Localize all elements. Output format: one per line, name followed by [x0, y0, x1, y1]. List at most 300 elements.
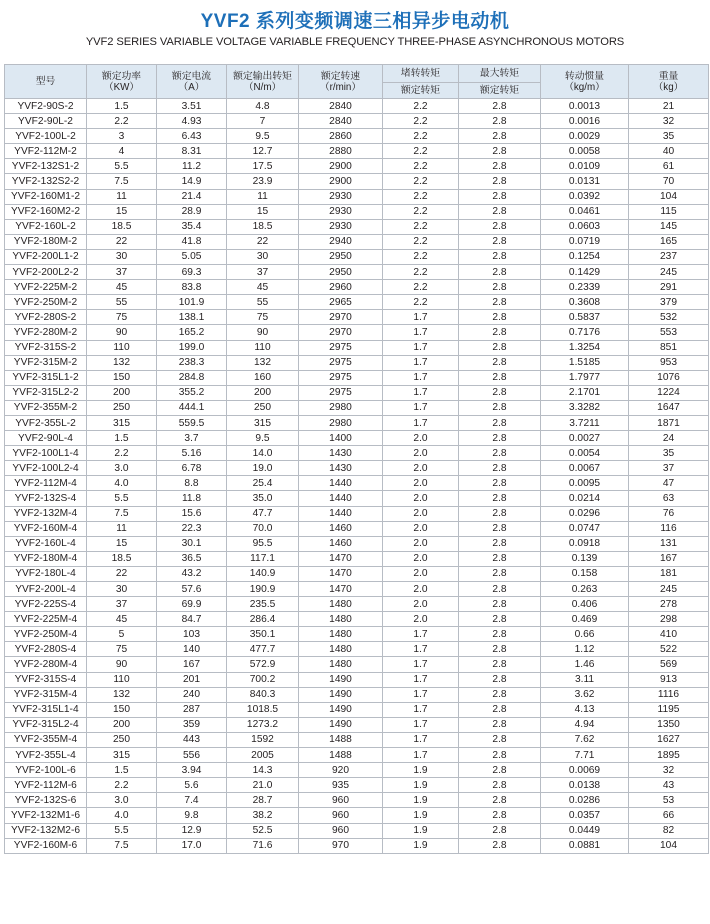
cell-model: YVF2-225M-2 — [5, 280, 87, 295]
cell-weight: 553 — [629, 325, 709, 340]
cell-max-torque: 2.8 — [459, 597, 541, 612]
cell-power: 200 — [87, 717, 157, 732]
cell-inertia: 1.5185 — [541, 355, 629, 370]
cell-max-torque: 2.8 — [459, 204, 541, 219]
cell-max-torque: 2.8 — [459, 99, 541, 114]
cell-model: YVF2-280S-2 — [5, 310, 87, 325]
cell-inertia: 0.1254 — [541, 249, 629, 264]
cell-power: 150 — [87, 702, 157, 717]
cell-speed: 1480 — [299, 642, 383, 657]
cell-locked-torque: 1.7 — [383, 717, 459, 732]
cell-locked-torque: 2.0 — [383, 551, 459, 566]
table-row — [5, 385, 709, 400]
cell-locked-torque: 2.0 — [383, 506, 459, 521]
cell-power: 1.5 — [87, 763, 157, 778]
cell-speed: 1460 — [299, 536, 383, 551]
cell-current: 559.5 — [157, 415, 227, 430]
cell-locked-torque: 2.0 — [383, 461, 459, 476]
cell-speed: 1480 — [299, 612, 383, 627]
header-max-torque — [459, 65, 541, 83]
cell-speed: 2975 — [299, 370, 383, 385]
cell-model: YVF2-132S-4 — [5, 491, 87, 506]
cell-max-torque: 2.8 — [459, 265, 541, 280]
cell-power: 4.0 — [87, 808, 157, 823]
cell-torque: 477.7 — [227, 642, 299, 657]
cell-locked-torque: 1.7 — [383, 748, 459, 763]
cell-torque: 1592 — [227, 732, 299, 747]
cell-speed: 2970 — [299, 310, 383, 325]
table-row — [5, 521, 709, 536]
cell-current: 5.05 — [157, 249, 227, 264]
cell-max-torque: 2.8 — [459, 536, 541, 551]
cell-model: YVF2-250M-4 — [5, 627, 87, 642]
cell-speed: 1480 — [299, 657, 383, 672]
cell-locked-torque: 2.2 — [383, 280, 459, 295]
cell-speed: 1440 — [299, 476, 383, 491]
cell-power: 11 — [87, 189, 157, 204]
cell-locked-torque: 2.0 — [383, 612, 459, 627]
cell-torque: 1018.5 — [227, 702, 299, 717]
cell-locked-torque: 2.0 — [383, 521, 459, 536]
table-row — [5, 808, 709, 823]
cell-locked-torque: 1.7 — [383, 370, 459, 385]
cell-weight: 1224 — [629, 385, 709, 400]
table-row — [5, 687, 709, 702]
cell-locked-torque: 2.2 — [383, 249, 459, 264]
cell-inertia: 0.0069 — [541, 763, 629, 778]
cell-current: 6.43 — [157, 129, 227, 144]
table-row — [5, 325, 709, 340]
cell-max-torque: 2.8 — [459, 793, 541, 808]
header-speed-label: 额定转速 — [320, 70, 361, 82]
cell-torque: 160 — [227, 370, 299, 385]
cell-model: YVF2-280M-2 — [5, 325, 87, 340]
header-current-label: 额定电流 — [171, 70, 212, 82]
cell-power: 3.0 — [87, 793, 157, 808]
cell-current: 3.7 — [157, 431, 227, 446]
cell-weight: 66 — [629, 808, 709, 823]
cell-inertia: 1.3254 — [541, 340, 629, 355]
cell-weight: 43 — [629, 778, 709, 793]
cell-weight: 298 — [629, 612, 709, 627]
table-row — [5, 551, 709, 566]
cell-torque: 21.0 — [227, 778, 299, 793]
cell-inertia: 0.2339 — [541, 280, 629, 295]
cell-weight: 32 — [629, 763, 709, 778]
table-row — [5, 717, 709, 732]
cell-power: 110 — [87, 340, 157, 355]
header-max-sub-label: 额定转矩 — [479, 85, 520, 96]
cell-weight: 21 — [629, 99, 709, 114]
cell-weight: 1116 — [629, 687, 709, 702]
cell-inertia: 0.0095 — [541, 476, 629, 491]
cell-max-torque: 2.8 — [459, 687, 541, 702]
cell-speed: 2840 — [299, 114, 383, 129]
header-locked-torque — [383, 65, 459, 83]
cell-max-torque: 2.8 — [459, 506, 541, 521]
cell-power: 2.2 — [87, 778, 157, 793]
cell-power: 3 — [87, 129, 157, 144]
cell-power: 1.5 — [87, 431, 157, 446]
cell-model: YVF2-315S-2 — [5, 340, 87, 355]
table-body — [5, 99, 709, 854]
cell-torque: 4.8 — [227, 99, 299, 114]
cell-locked-torque: 2.2 — [383, 204, 459, 219]
cell-speed: 1490 — [299, 687, 383, 702]
cell-speed: 1440 — [299, 506, 383, 521]
cell-weight: 291 — [629, 280, 709, 295]
cell-inertia: 0.0214 — [541, 491, 629, 506]
cell-weight: 37 — [629, 461, 709, 476]
cell-model: YVF2-200L1-2 — [5, 249, 87, 264]
cell-current: 138.1 — [157, 310, 227, 325]
cell-torque: 190.9 — [227, 582, 299, 597]
cell-model: YVF2-132S2-2 — [5, 174, 87, 189]
cell-current: 43.2 — [157, 566, 227, 581]
cell-weight: 47 — [629, 476, 709, 491]
cell-power: 11 — [87, 521, 157, 536]
cell-weight: 851 — [629, 340, 709, 355]
page-subtitle: YVF2 SERIES VARIABLE VOLTAGE VARIABLE FREQUENCY THREE-PHASE ASYNCHRONOUS MOTORS — [85, 36, 625, 48]
cell-weight: 24 — [629, 431, 709, 446]
cell-model: YVF2-315M-4 — [5, 687, 87, 702]
cell-torque: 286.4 — [227, 612, 299, 627]
cell-speed: 2960 — [299, 280, 383, 295]
cell-inertia: 0.0603 — [541, 219, 629, 234]
cell-max-torque: 2.8 — [459, 521, 541, 536]
cell-weight: 61 — [629, 159, 709, 174]
cell-model: YVF2-280M-4 — [5, 657, 87, 672]
table-row — [5, 612, 709, 627]
cell-locked-torque: 1.7 — [383, 642, 459, 657]
cell-weight: 32 — [629, 114, 709, 129]
cell-locked-torque: 2.0 — [383, 597, 459, 612]
cell-inertia: 7.71 — [541, 748, 629, 763]
cell-speed: 2975 — [299, 355, 383, 370]
cell-locked-torque: 2.2 — [383, 159, 459, 174]
cell-inertia: 2.1701 — [541, 385, 629, 400]
cell-model: YVF2-90S-2 — [5, 99, 87, 114]
cell-weight: 410 — [629, 627, 709, 642]
table-row — [5, 763, 709, 778]
cell-current: 28.9 — [157, 204, 227, 219]
cell-current: 22.3 — [157, 521, 227, 536]
cell-model: YVF2-225M-4 — [5, 612, 87, 627]
cell-torque: 38.2 — [227, 808, 299, 823]
cell-current: 9.8 — [157, 808, 227, 823]
cell-locked-torque: 1.9 — [383, 793, 459, 808]
cell-current: 140 — [157, 642, 227, 657]
cell-power: 15 — [87, 204, 157, 219]
cell-torque: 1273.2 — [227, 717, 299, 732]
header-speed — [299, 65, 383, 99]
cell-weight: 35 — [629, 129, 709, 144]
cell-inertia: 0.469 — [541, 612, 629, 627]
cell-speed: 1480 — [299, 597, 383, 612]
cell-weight: 104 — [629, 189, 709, 204]
cell-locked-torque: 1.7 — [383, 340, 459, 355]
table-row — [5, 566, 709, 581]
cell-max-torque: 2.8 — [459, 566, 541, 581]
cell-power: 250 — [87, 732, 157, 747]
table-row — [5, 370, 709, 385]
cell-inertia: 0.406 — [541, 597, 629, 612]
cell-weight: 82 — [629, 823, 709, 838]
header-power-unit: （KW） — [103, 81, 140, 93]
cell-model: YVF2-132M1-6 — [5, 808, 87, 823]
cell-model: YVF2-90L-4 — [5, 431, 87, 446]
cell-torque: 11 — [227, 189, 299, 204]
cell-current: 35.4 — [157, 219, 227, 234]
cell-locked-torque: 1.7 — [383, 687, 459, 702]
cell-torque: 7 — [227, 114, 299, 129]
cell-torque: 250 — [227, 400, 299, 415]
cell-torque: 25.4 — [227, 476, 299, 491]
cell-model: YVF2-200L2-2 — [5, 265, 87, 280]
cell-current: 5.6 — [157, 778, 227, 793]
cell-locked-torque: 1.9 — [383, 763, 459, 778]
cell-model: YVF2-112M-4 — [5, 476, 87, 491]
table-row — [5, 355, 709, 370]
cell-max-torque: 2.8 — [459, 431, 541, 446]
cell-model: YVF2-132S1-2 — [5, 159, 87, 174]
table-row — [5, 823, 709, 838]
header-locked-sub-label: 额定转矩 — [400, 85, 441, 96]
cell-inertia: 0.0719 — [541, 234, 629, 249]
cell-inertia: 0.0027 — [541, 431, 629, 446]
cell-speed: 960 — [299, 808, 383, 823]
table-row — [5, 249, 709, 264]
cell-current: 41.8 — [157, 234, 227, 249]
cell-power: 30 — [87, 249, 157, 264]
cell-torque: 35.0 — [227, 491, 299, 506]
cell-power: 18.5 — [87, 551, 157, 566]
cell-weight: 165 — [629, 234, 709, 249]
cell-power: 250 — [87, 400, 157, 415]
cell-model: YVF2-315M-2 — [5, 355, 87, 370]
cell-current: 238.3 — [157, 355, 227, 370]
cell-torque: 19.0 — [227, 461, 299, 476]
cell-inertia: 0.0449 — [541, 823, 629, 838]
header-torque — [227, 65, 299, 99]
cell-locked-torque: 2.2 — [383, 234, 459, 249]
cell-model: YVF2-315L1-4 — [5, 702, 87, 717]
cell-current: 84.7 — [157, 612, 227, 627]
cell-weight: 245 — [629, 265, 709, 280]
cell-model: YVF2-160M-4 — [5, 521, 87, 536]
cell-torque: 70.0 — [227, 521, 299, 536]
cell-torque: 572.9 — [227, 657, 299, 672]
cell-inertia: 3.62 — [541, 687, 629, 702]
header-power-label: 额定功率 — [101, 70, 142, 82]
cell-inertia: 0.0286 — [541, 793, 629, 808]
cell-inertia: 0.0013 — [541, 99, 629, 114]
header-current — [157, 65, 227, 99]
cell-current: 287 — [157, 702, 227, 717]
cell-weight: 1627 — [629, 732, 709, 747]
cell-weight: 35 — [629, 446, 709, 461]
cell-current: 284.8 — [157, 370, 227, 385]
cell-current: 36.5 — [157, 551, 227, 566]
cell-current: 8.8 — [157, 476, 227, 491]
cell-speed: 1460 — [299, 521, 383, 536]
cell-model: YVF2-160M1-2 — [5, 189, 87, 204]
cell-inertia: 3.3282 — [541, 400, 629, 415]
cell-inertia: 0.0296 — [541, 506, 629, 521]
table-row — [5, 431, 709, 446]
cell-max-torque: 2.8 — [459, 461, 541, 476]
cell-torque: 28.7 — [227, 793, 299, 808]
cell-max-torque: 2.8 — [459, 823, 541, 838]
cell-model: YVF2-160M-6 — [5, 838, 87, 853]
cell-power: 3.0 — [87, 461, 157, 476]
cell-torque: 200 — [227, 385, 299, 400]
cell-inertia: 3.7211 — [541, 415, 629, 430]
cell-locked-torque: 1.9 — [383, 823, 459, 838]
cell-weight: 522 — [629, 642, 709, 657]
cell-max-torque: 2.8 — [459, 385, 541, 400]
cell-speed: 1430 — [299, 461, 383, 476]
cell-max-torque: 2.8 — [459, 189, 541, 204]
cell-inertia: 0.0131 — [541, 174, 629, 189]
cell-torque: 30 — [227, 249, 299, 264]
cell-speed: 1490 — [299, 702, 383, 717]
cell-power: 22 — [87, 234, 157, 249]
cell-weight: 1871 — [629, 415, 709, 430]
cell-max-torque: 2.8 — [459, 446, 541, 461]
table-row — [5, 99, 709, 114]
table-row — [5, 672, 709, 687]
cell-max-torque: 2.8 — [459, 400, 541, 415]
table-row — [5, 280, 709, 295]
table-row — [5, 219, 709, 234]
cell-current: 3.94 — [157, 763, 227, 778]
cell-weight: 1647 — [629, 400, 709, 415]
cell-power: 2.2 — [87, 114, 157, 129]
cell-speed: 2930 — [299, 219, 383, 234]
table-row — [5, 838, 709, 853]
cell-locked-torque: 2.2 — [383, 189, 459, 204]
cell-torque: 95.5 — [227, 536, 299, 551]
cell-power: 2.2 — [87, 446, 157, 461]
cell-max-torque: 2.8 — [459, 174, 541, 189]
cell-torque: 90 — [227, 325, 299, 340]
table-row — [5, 582, 709, 597]
cell-locked-torque: 1.7 — [383, 702, 459, 717]
cell-max-torque: 2.8 — [459, 219, 541, 234]
cell-speed: 2950 — [299, 249, 383, 264]
cell-power: 200 — [87, 385, 157, 400]
cell-current: 69.9 — [157, 597, 227, 612]
cell-torque: 350.1 — [227, 627, 299, 642]
cell-current: 17.0 — [157, 838, 227, 853]
cell-weight: 913 — [629, 672, 709, 687]
cell-speed: 1470 — [299, 566, 383, 581]
cell-power: 5 — [87, 627, 157, 642]
cell-weight: 237 — [629, 249, 709, 264]
table-row — [5, 642, 709, 657]
cell-inertia: 0.0747 — [541, 521, 629, 536]
cell-current: 167 — [157, 657, 227, 672]
cell-current: 6.78 — [157, 461, 227, 476]
cell-locked-torque: 2.2 — [383, 99, 459, 114]
table-row — [5, 234, 709, 249]
header-weight-label: 重量 — [658, 70, 679, 82]
cell-max-torque: 2.8 — [459, 340, 541, 355]
cell-locked-torque: 2.2 — [383, 219, 459, 234]
cell-speed: 1400 — [299, 431, 383, 446]
cell-inertia: 0.139 — [541, 551, 629, 566]
cell-speed: 1440 — [299, 491, 383, 506]
cell-speed: 920 — [299, 763, 383, 778]
cell-speed: 1488 — [299, 732, 383, 747]
cell-weight: 1076 — [629, 370, 709, 385]
cell-speed: 2970 — [299, 325, 383, 340]
table-row — [5, 114, 709, 129]
table-row — [5, 446, 709, 461]
cell-current: 11.2 — [157, 159, 227, 174]
cell-current: 5.16 — [157, 446, 227, 461]
header-inertia-unit: （kg/m） — [564, 81, 605, 93]
cell-weight: 76 — [629, 506, 709, 521]
cell-current: 359 — [157, 717, 227, 732]
cell-speed: 1488 — [299, 748, 383, 763]
table-row — [5, 793, 709, 808]
cell-weight: 104 — [629, 838, 709, 853]
cell-power: 5.5 — [87, 823, 157, 838]
header-inertia-label: 转动惯量 — [564, 70, 605, 82]
cell-inertia: 1.7977 — [541, 370, 629, 385]
cell-speed: 1470 — [299, 582, 383, 597]
cell-inertia: 0.0054 — [541, 446, 629, 461]
cell-torque: 37 — [227, 265, 299, 280]
cell-current: 14.9 — [157, 174, 227, 189]
cell-power: 1.5 — [87, 99, 157, 114]
table-row — [5, 129, 709, 144]
cell-current: 240 — [157, 687, 227, 702]
cell-speed: 1430 — [299, 446, 383, 461]
cell-current: 11.8 — [157, 491, 227, 506]
header-weight-unit: （kg） — [653, 81, 684, 93]
cell-speed: 2900 — [299, 174, 383, 189]
table-row — [5, 159, 709, 174]
cell-power: 18.5 — [87, 219, 157, 234]
cell-weight: 167 — [629, 551, 709, 566]
cell-inertia: 0.66 — [541, 627, 629, 642]
cell-torque: 71.6 — [227, 838, 299, 853]
cell-locked-torque: 1.9 — [383, 778, 459, 793]
cell-model: YVF2-355L-2 — [5, 415, 87, 430]
cell-locked-torque: 2.0 — [383, 566, 459, 581]
header-current-unit: （A） — [178, 81, 205, 93]
cell-power: 30 — [87, 582, 157, 597]
cell-weight: 131 — [629, 536, 709, 551]
cell-torque: 9.5 — [227, 129, 299, 144]
table-row — [5, 597, 709, 612]
cell-model: YVF2-315L2-2 — [5, 385, 87, 400]
cell-locked-torque: 2.2 — [383, 174, 459, 189]
cell-max-torque: 2.8 — [459, 717, 541, 732]
cell-model: YVF2-280S-4 — [5, 642, 87, 657]
cell-speed: 2860 — [299, 129, 383, 144]
table-row — [5, 536, 709, 551]
page-title: YVF2 系列变频调速三相异步电动机 — [200, 11, 510, 32]
cell-power: 315 — [87, 415, 157, 430]
table-row — [5, 506, 709, 521]
header-torque-label: 额定输出转矩 — [233, 70, 292, 82]
cell-max-torque: 2.8 — [459, 325, 541, 340]
cell-max-torque: 2.8 — [459, 748, 541, 763]
